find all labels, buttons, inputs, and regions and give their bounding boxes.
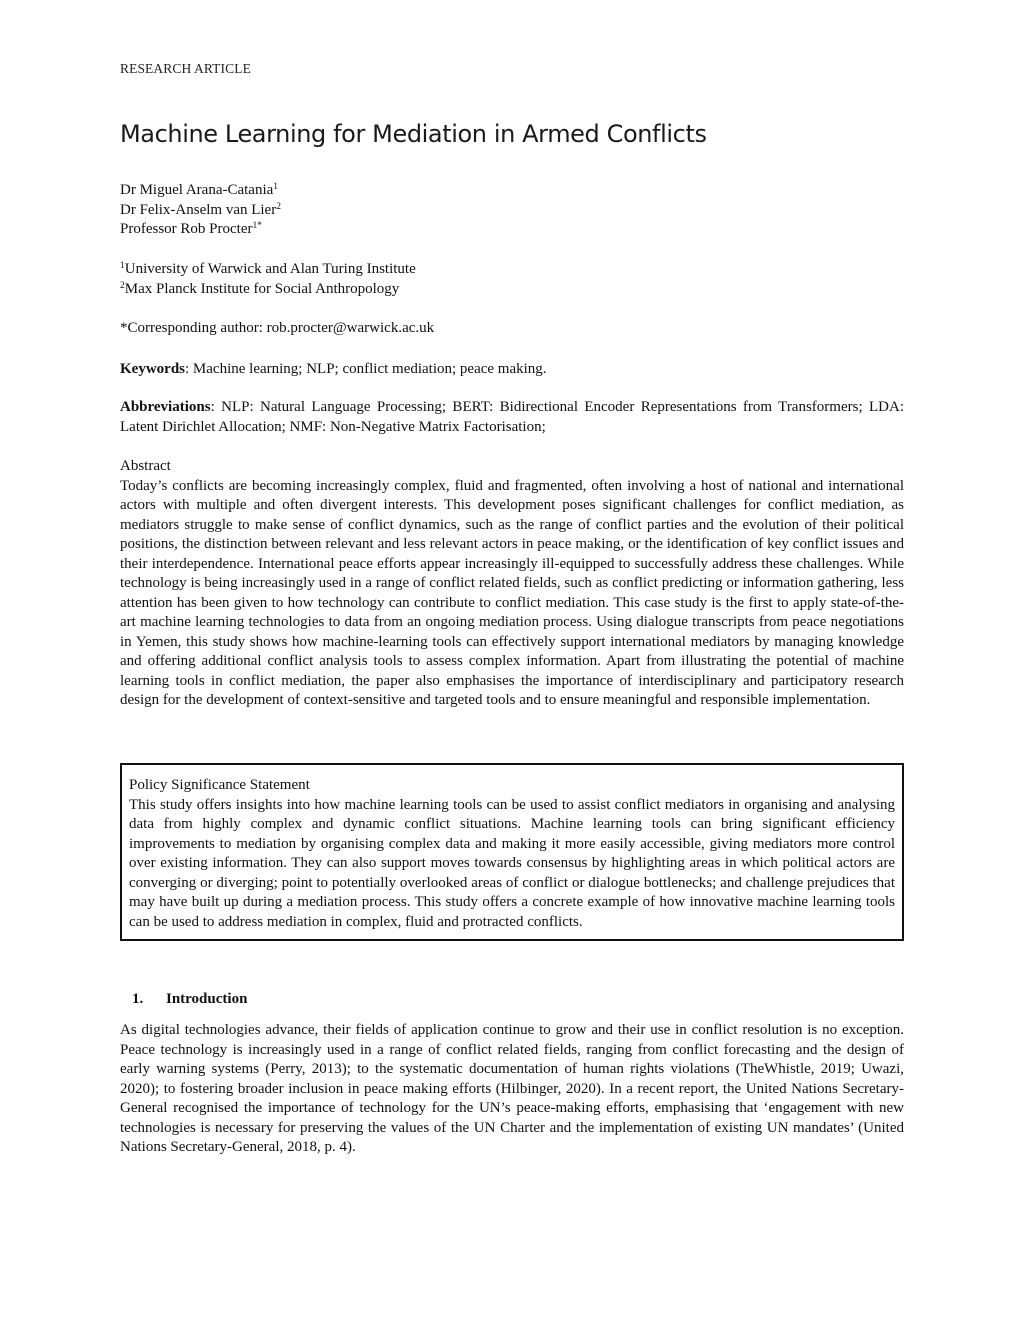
section-title: Introduction [166, 991, 248, 1007]
author-item [120, 220, 281, 240]
keywords-text: : Machine learning; NLP; conflict mediation; peace making. [185, 361, 547, 377]
keywords-label: Keywords [120, 361, 185, 377]
affiliation-marker: 2 [120, 280, 125, 291]
author-affiliation-marker: 1 [273, 181, 279, 192]
author-item [120, 181, 281, 201]
author-name: Dr Felix-Anselm van Lier [120, 201, 277, 218]
affiliation-text: Max Planck Institute for Social Anthropology [124, 280, 400, 297]
abstract-section [120, 457, 904, 711]
author-item [120, 201, 281, 221]
author-affiliation-marker: 1* [252, 220, 262, 231]
abstract-heading: Abstract [120, 458, 171, 474]
author-list [120, 181, 281, 240]
author-name: Professor Rob Procter [120, 221, 253, 237]
author-affiliation-marker: 2 [276, 201, 281, 212]
article-type-label: RESEARCH ARTICLE [120, 61, 251, 76]
policy-body: This study offers insights into how machine learning tools can be used to assist conflict mediators in organising and analysing data from highly complex and dynamic conflict situations. Machine learning tools can bring significant efficiency improvements to mediation by organising complex data and making it more easily accessible, giving mediators more control over existing information. They can also support moves towards consensus by highlighting areas in which political actors are converging or diverging; point to potentially overlooked areas of conflict or dialogue bottlenecks; and challenge prejudices that may have built up during a mediation process. This study offers a concrete example of how innovative machine learning tools can be used to address mediation in complex, fluid and protracted conflicts. [129, 796, 895, 930]
abbreviations-text: : NLP: Natural Language Processing; BERT: Bidirectional Encoder Representations from Transformers; LDA: Latent Dirichlet Allocation; NMF: Non-Negative Matrix Factorisation; [120, 399, 904, 435]
section-heading-introduction [132, 991, 247, 1008]
affiliation-text: University of Warwick and Alan Turing Institute [124, 261, 416, 277]
affiliation-list [120, 260, 416, 299]
abbreviations-label: Abbreviations [120, 399, 211, 415]
paper-title: Machine Learning for Mediation in Armed Conflicts [120, 120, 707, 148]
section-number: 1. [132, 991, 144, 1007]
keywords-line [120, 361, 547, 378]
abbreviations-paragraph [120, 398, 904, 437]
policy-heading: Policy Significance Statement [129, 777, 310, 793]
affiliation-marker: 1 [120, 260, 125, 271]
policy-significance-box [120, 763, 904, 941]
corresponding-author: *Corresponding author: rob.procter@warwick.ac.uk [120, 320, 435, 336]
affiliation-item [120, 280, 416, 300]
author-name: Dr Miguel Arana-Catania [120, 182, 274, 198]
abstract-body: Today’s conflicts are becoming increasingly complex, fluid and fragmented, often involving a host of national and international actors with multiple and often divergent interests. This development poses significant challenges for conflict mediation, as mediators struggle to make sense of conflict dynamics, such as the range of conflict parties and the evolution of their political positions, the distinction between relevant and less relevant actors in peace making, or the identification of key conflict issues and their interdependence. International peace efforts appear increasingly ill-equipped to successfully address these challenges. While technology is being increasingly used in a range of conflict related fields, such as conflict predicting or information gathering, less attention has been given to how technology can contribute to conflict mediation. This case study is the first to apply state-of-the-art machine learning technologies to data from an ongoing mediation process. Using dialogue transcripts from peace negotiations in Yemen, this study shows how machine-learning tools can effectively support international mediators by managing knowledge and offering additional conflict analysis tools to assess complex information. Apart from illustrating the potential of machine learning tools in conflict mediation, the paper also emphasises the importance of interdisciplinary and participatory research design for the development of context-sensitive and targeted tools and to ensure meaningful and responsible implementation. [120, 477, 904, 708]
affiliation-item [120, 260, 416, 280]
introduction-paragraph: As digital technologies advance, their fields of application continue to grow and their use in conflict resolution is no exception. Peace technology is increasingly used in a range of conflict related fields, ranging from conflict forecasting and the design of early warning systems (Perry, 2013); to the systematic documentation of human rights violations (TheWhistle, 2019; Uwazi, 2020); to fostering broader inclusion in peace making efforts (Hilbinger, 2020). In a recent report, the United Nations Secretary-General recognised the importance of technology for the UN’s peace-making efforts, emphasising that ‘engagement with new technologies is necessary for preserving the values of the UN Charter and the implementation of existing UN mandates’ (United Nations Secretary-General, 2018, p. 4). [120, 1022, 904, 1155]
